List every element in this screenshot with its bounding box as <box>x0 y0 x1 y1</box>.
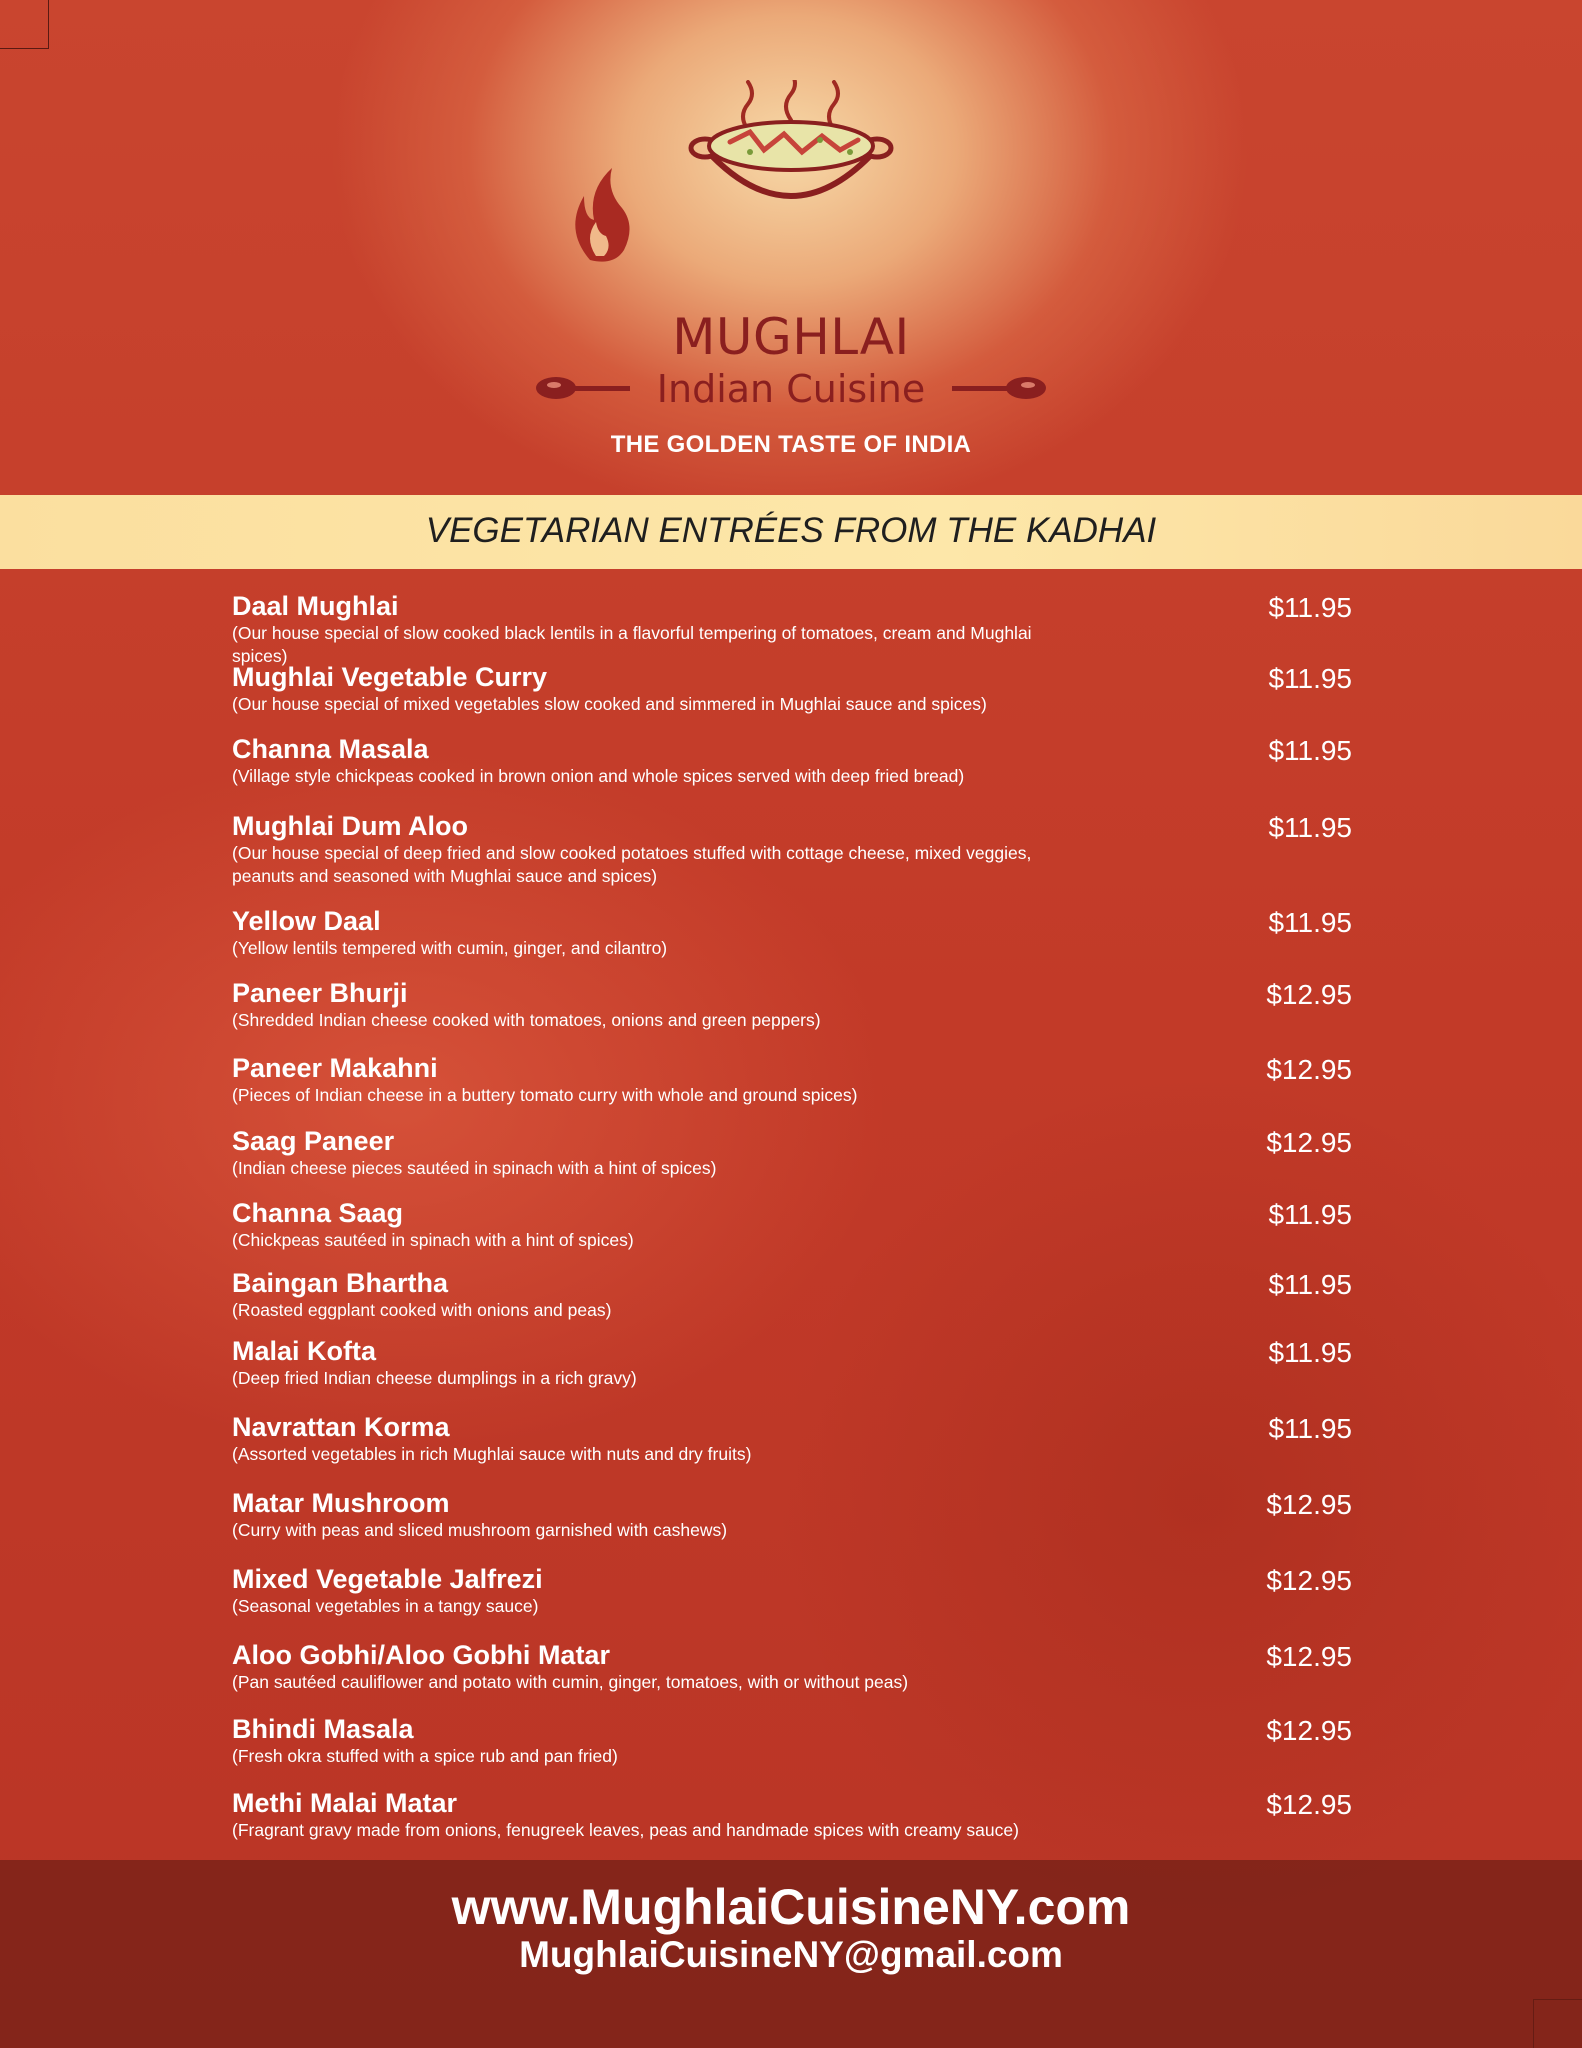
item-price: $11.95 <box>1268 812 1352 843</box>
item-price: $12.95 <box>1266 979 1352 1010</box>
item-description: (Roasted eggplant cooked with onions and peas) <box>232 1300 612 1320</box>
logo-title: MUGHLAI <box>672 308 910 366</box>
item-name: Mughlai Dum Aloo <box>232 811 468 841</box>
section-banner <box>0 495 1582 569</box>
item-description: (Yellow lentils tempered with cumin, ginger, and cilantro) <box>232 938 668 958</box>
item-description: (Our house special of slow cooked black lentils in a flavorful tempering of tomatoes, cream and Mughlai spices) <box>232 623 1032 666</box>
section-title: VEGETARIAN ENTRÉES FROM THE KADHAI <box>425 511 1157 550</box>
item-description: (Pan sautéed cauliflower and potato with cumin, ginger, tomatoes, with or without peas) <box>232 1672 909 1692</box>
item-name: Baingan Bhartha <box>232 1268 449 1298</box>
item-name: Navrattan Korma <box>232 1412 450 1442</box>
item-price: $12.95 <box>1266 1715 1352 1746</box>
item-price: $11.95 <box>1268 1269 1352 1300</box>
menu-item <box>232 1713 1352 1768</box>
item-price: $11.95 <box>1268 663 1352 694</box>
item-name: Yellow Daal <box>232 906 381 936</box>
menu-item <box>232 1052 1352 1107</box>
crop-mark-top-left <box>0 0 49 49</box>
menu-item <box>232 1411 1352 1466</box>
item-price: $12.95 <box>1266 1489 1352 1520</box>
item-description: (Chickpeas sautéed in spinach with a hint of spices) <box>232 1230 634 1250</box>
item-price: $12.95 <box>1266 1789 1352 1820</box>
item-price: $11.95 <box>1268 1413 1352 1444</box>
item-description: (Shredded Indian cheese cooked with tomatoes, onions and green peppers) <box>232 1010 821 1030</box>
item-name: Matar Mushroom <box>232 1488 450 1518</box>
email-link[interactable]: MughlaiCuisineNY@gmail.com <box>519 1934 1063 1975</box>
item-name: Malai Kofta <box>232 1336 377 1366</box>
menu-item <box>232 1487 1352 1542</box>
menu-item <box>232 590 1352 668</box>
item-name: Channa Saag <box>232 1198 404 1228</box>
item-name: Mughlai Vegetable Curry <box>232 662 548 692</box>
item-name: Saag Paneer <box>232 1126 395 1156</box>
kadhai-bowl-icon <box>520 80 1062 420</box>
item-name: Channa Masala <box>232 734 429 764</box>
item-price: $12.95 <box>1266 1565 1352 1596</box>
footer <box>0 1860 1582 2048</box>
item-name: Aloo Gobhi/Aloo Gobhi Matar <box>232 1640 610 1670</box>
menu-item <box>232 1125 1352 1180</box>
item-name: Paneer Makahni <box>232 1053 438 1083</box>
item-description: (Our house special of mixed vegetables slow cooked and simmered in Mughlai sauce and spices) <box>232 694 987 714</box>
menu-item <box>232 810 1352 888</box>
menu-item <box>232 661 1352 716</box>
menu-item <box>232 733 1352 788</box>
item-description: (Deep fried Indian cheese dumplings in a rich gravy) <box>232 1368 637 1388</box>
menu-item <box>232 1639 1352 1694</box>
item-description: (Seasonal vegetables in a tangy sauce) <box>232 1596 539 1616</box>
item-price: $12.95 <box>1266 1127 1352 1158</box>
item-description: (Curry with peas and sliced mushroom garnished with cashews) <box>232 1520 728 1540</box>
menu-item <box>232 1787 1352 1842</box>
item-price: $12.95 <box>1266 1641 1352 1672</box>
item-description: (Fresh okra stuffed with a spice rub and pan fried) <box>232 1746 618 1766</box>
logo-subtitle: Indian Cuisine <box>656 367 926 411</box>
item-name: Mixed Vegetable Jalfrezi <box>232 1564 543 1594</box>
item-name: Paneer Bhurji <box>232 978 408 1008</box>
restaurant-logo <box>520 80 1062 420</box>
item-price: $11.95 <box>1268 907 1352 938</box>
item-description: (Our house special of deep fried and slow cooked potatoes stuffed with cottage cheese, mixed veggies, peanuts and seasoned with Mughlai sauce and spices) <box>232 843 1032 886</box>
menu-item <box>232 905 1352 960</box>
menu-item <box>232 1335 1352 1390</box>
item-price: $11.95 <box>1268 735 1352 766</box>
menu-item <box>232 1197 1352 1252</box>
menu-item <box>232 977 1352 1032</box>
item-price: $12.95 <box>1266 1054 1352 1085</box>
item-name: Methi Malai Matar <box>232 1788 458 1818</box>
menu-item <box>232 1267 1352 1322</box>
item-description: (Assorted vegetables in rich Mughlai sauce with nuts and dry fruits) <box>232 1444 752 1464</box>
menu-item <box>232 1563 1352 1618</box>
item-price: $11.95 <box>1268 1337 1352 1368</box>
item-price: $11.95 <box>1268 592 1352 623</box>
item-price: $11.95 <box>1268 1199 1352 1230</box>
item-description: (Fragrant gravy made from onions, fenugreek leaves, peas and handmade spices with creamy sauce) <box>232 1820 1019 1840</box>
item-description: (Village style chickpeas cooked in brown onion and whole spices served with deep fried bread) <box>232 766 965 786</box>
tagline: THE GOLDEN TASTE OF INDIA <box>610 431 972 458</box>
item-description: (Pieces of Indian cheese in a buttery tomato curry with whole and ground spices) <box>232 1085 858 1105</box>
website-link[interactable]: www.MughlaiCuisineNY.com <box>451 1879 1131 1935</box>
item-description: (Indian cheese pieces sautéed in spinach with a hint of spices) <box>232 1158 717 1178</box>
item-name: Daal Mughlai <box>232 591 399 621</box>
item-name: Bhindi Masala <box>232 1714 414 1744</box>
